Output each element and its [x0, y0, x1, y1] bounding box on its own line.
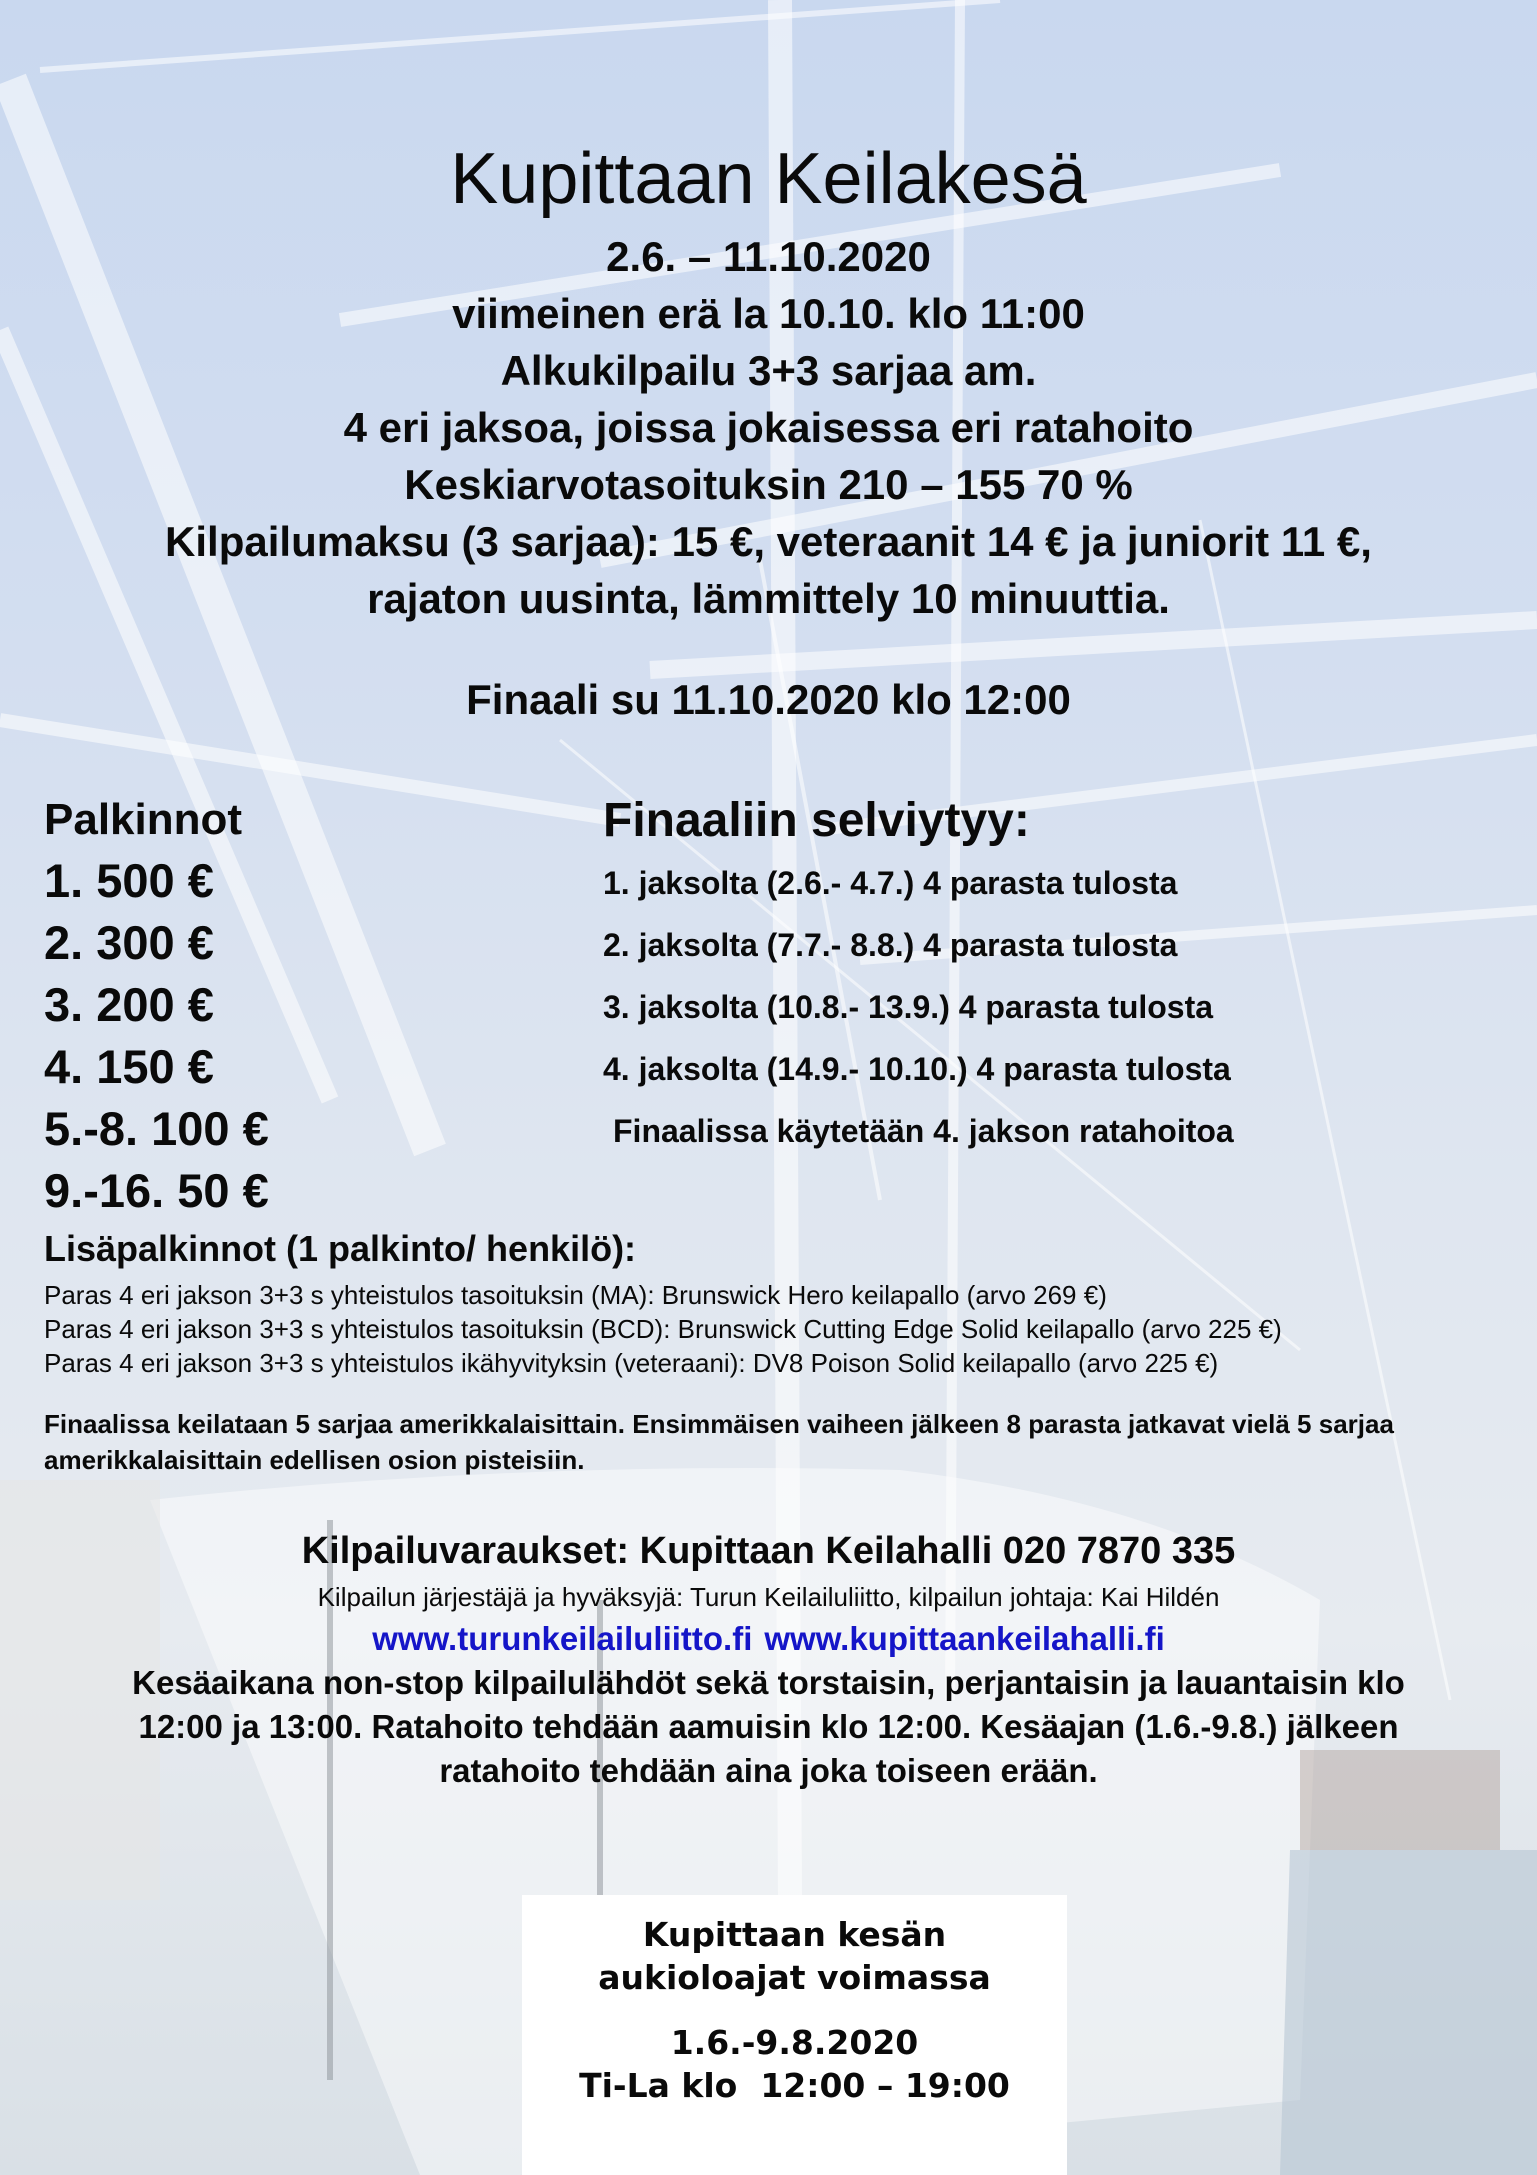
summer-line: Kesäaikana non-stop kilpailulähdöt sekä torstaisin, perjantaisin ja lauantaisin klo — [132, 1664, 1405, 1701]
extra-prizes-heading: Lisäpalkinnot (1 palkinto/ henkilö): — [44, 1228, 637, 1269]
prizes-heading: Palkinnot — [44, 795, 243, 844]
final-description: Finaalissa keilataan 5 sarjaa amerikkalaisittain. Ensimmäisen vaiheen jälkeen 8 parasta jatkavat vielä 5 sarjaa amerikkalaisittain edellisen osion pisteisiin. — [44, 1409, 1394, 1475]
extra-prize-item: Paras 4 eri jakson 3+3 s yhteistulos ikähyvityksin (veteraani): DV8 Poison Solid keilapallo (arvo 225 €) — [44, 1348, 1219, 1378]
extra-prize-item: Paras 4 eri jakson 3+3 s yhteistulos tasoituksin (MA): Brunswick Hero keilapallo (arvo 269 €) — [44, 1280, 1107, 1310]
hours-times: Ti-La klo 12:00 – 19:00 — [579, 2066, 1010, 2105]
summer-line: 12:00 ja 13:00. Ratahoito tehdään aamuisin klo 12:00. Kesäajan (1.6.-9.8.) jälkeen — [138, 1708, 1399, 1745]
prize-item: 9.-16. 50 € — [44, 1164, 269, 1217]
prize-item: 3. 200 € — [44, 978, 214, 1031]
qualification-item: 4. jaksolta (14.9.- 10.10.) 4 parasta tulosta — [603, 1051, 1231, 1087]
prize-item: 5.-8. 100 € — [44, 1102, 269, 1155]
organizer-info: Kilpailun järjestäjä ja hyväksyjä: Turun Keilailuliitto, kilpailun johtaja: Kai Hildén — [317, 1582, 1220, 1612]
prizes-section — [44, 790, 269, 1222]
finale-date: Finaali su 11.10.2020 klo 12:00 — [466, 676, 1071, 723]
booking-info: Kilpailuvaraukset: Kupittaan Keilahalli 020 7870 335 — [301, 1530, 1236, 1572]
opening-hours-box — [522, 1895, 1067, 2175]
qualification-item: 3. jaksolta (10.8.- 13.9.) 4 parasta tulosta — [603, 989, 1214, 1025]
summer-info — [0, 1661, 1537, 1793]
link-kupittaankeilahalli[interactable]: www.kupittaankeilahalli.fi — [764, 1620, 1165, 1657]
extra-prizes-list — [44, 1278, 1282, 1380]
extra-prize-item: Paras 4 eri jakson 3+3 s yhteistulos tasoituksin (BCD): Brunswick Cutting Edge Solid keilapallo (arvo 225 €) — [44, 1314, 1282, 1344]
qualifying-format: Alkukilpailu 3+3 sarjaa am. — [500, 347, 1037, 394]
qualification-item: 2. jaksolta (7.7.- 8.8.) 4 parasta tulosta — [603, 927, 1178, 963]
website-links — [0, 1620, 1537, 1658]
qualification-section — [603, 790, 1234, 1162]
summer-line: ratahoito tehdään aina joka toiseen erään. — [439, 1752, 1098, 1789]
handicap-info: Keskiarvotasoituksin 210 – 155 70 % — [404, 461, 1133, 508]
hours-title-line2: aukioloajat voimassa — [598, 1958, 991, 1997]
qualification-note: Finaalissa käytetään 4. jakson ratahoitoa — [613, 1113, 1234, 1149]
qualification-item: 1. jaksolta (2.6.- 4.7.) 4 parasta tulosta — [603, 865, 1178, 901]
prize-item: 1. 500 € — [44, 854, 214, 907]
entry-fee: Kilpailumaksu (3 sarjaa): 15 €, veteraanit 14 € ja juniorit 11 €, — [165, 518, 1372, 565]
last-round: viimeinen erä la 10.10. klo 11:00 — [452, 290, 1085, 337]
qualification-heading: Finaaliin selviytyy: — [603, 794, 1030, 847]
hours-title-line1: Kupittaan kesän — [642, 1915, 947, 1954]
reentry-warmup: rajaton uusinta, lämmittely 10 minuuttia. — [367, 575, 1170, 622]
periods-info: 4 eri jaksoa, joissa jokaisessa eri ratahoito — [343, 404, 1194, 451]
prize-item: 4. 150 € — [44, 1040, 214, 1093]
prize-item: 2. 300 € — [44, 916, 214, 969]
link-turunkeilailuliitto[interactable]: www.turunkeilailuliitto.fi — [372, 1620, 753, 1657]
event-details — [0, 228, 1537, 627]
event-dates: 2.6. – 11.10.2020 — [606, 233, 931, 280]
hours-dates: 1.6.-9.8.2020 — [670, 2023, 919, 2062]
poster-title: Kupittaan Keilakesä — [450, 139, 1087, 219]
